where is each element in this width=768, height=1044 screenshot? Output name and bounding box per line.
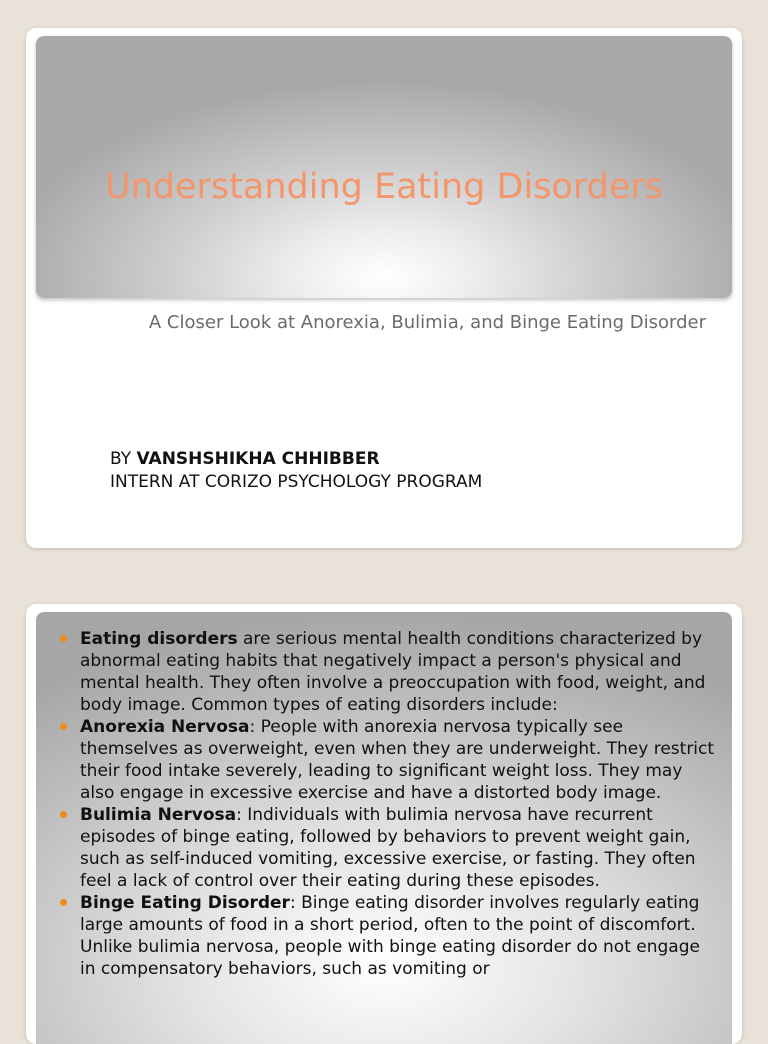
author-prefix: BY bbox=[110, 449, 137, 469]
bullet-term: Bulimia Nervosa bbox=[80, 805, 237, 825]
bullet-text: are serious mental health conditions characterized by abnormal eating habits that negatively impact a person's physical and mental health. They often involve a preoccupation with food, weight, and body image. Common types of eating disorders include: bbox=[80, 629, 706, 715]
content-slide bbox=[26, 604, 742, 1044]
bullet-dot-icon bbox=[60, 899, 67, 906]
bullet-dot-icon bbox=[60, 635, 67, 642]
list-item bbox=[80, 804, 720, 892]
author-name: VANSHSHIKHA CHHIBBER bbox=[136, 449, 380, 469]
bullet-text: : Binge eating disorder involves regularly eating large amounts of food in a short period, often to the point of discomfort. Unlike bulimia nervosa, people with binge eating disorder do not engage in compensatory behaviors, such as vomiting or bbox=[80, 893, 700, 979]
bullet-term: Anorexia Nervosa bbox=[80, 717, 250, 737]
bullet-term: Binge Eating Disorder bbox=[80, 893, 290, 913]
list-item bbox=[80, 716, 720, 804]
bullet-list bbox=[80, 628, 720, 980]
title-slide bbox=[26, 28, 742, 548]
author-line bbox=[110, 448, 482, 471]
slide-subtitle: A Closer Look at Anorexia, Bulimia, and Binge Eating Disorder bbox=[148, 312, 706, 333]
bullet-text: : Individuals with bulimia nervosa have recurrent episodes of binge eating, followed by behaviors to prevent weight gain, such as self-induced vomiting, excessive exercise, or fasting. They often feel a lack of control over their eating during these episodes. bbox=[80, 805, 696, 891]
author-block bbox=[110, 448, 482, 494]
bullet-text: : People with anorexia nervosa typically see themselves as overweight, even when they are underweight. They restrict their food intake severely, leading to significant weight loss. They may also engage in excessive exercise and have a distorted body image. bbox=[80, 717, 715, 803]
list-item bbox=[80, 892, 720, 980]
bullet-dot-icon bbox=[60, 811, 67, 818]
bullet-dot-icon bbox=[60, 723, 67, 730]
slide-title: Understanding Eating Disorders bbox=[104, 167, 663, 207]
author-role: INTERN AT CORIZO PSYCHOLOGY PROGRAM bbox=[110, 472, 483, 492]
list-item bbox=[80, 628, 720, 716]
bullet-term: Eating disorders bbox=[80, 629, 238, 649]
